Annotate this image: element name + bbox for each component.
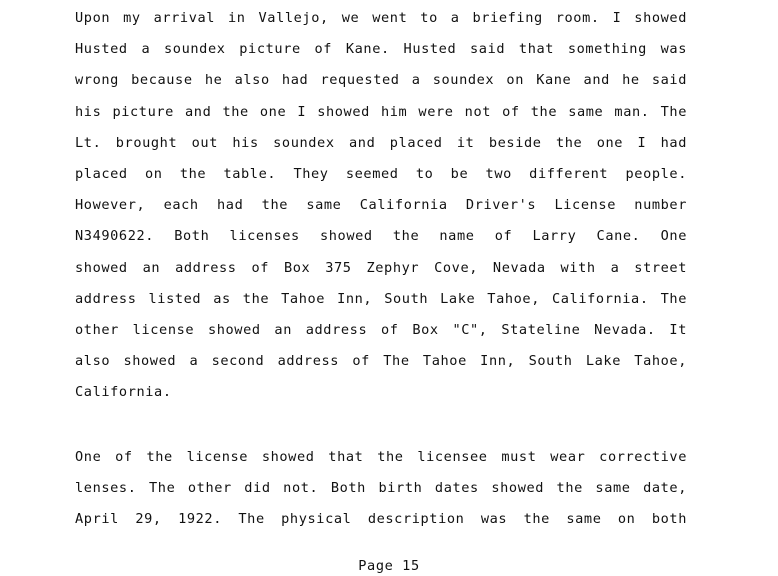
text-line: address listed as the Tahoe Inn, South Lake Tahoe, California. The [75,290,687,307]
text-line: However, each had the same California Driver's License number [75,197,687,214]
text-line: Upon my arrival in Vallejo, we went to a briefing room. I showed [75,10,687,26]
text-line: his picture and the one I showed him were not of the same man. The [75,103,687,120]
text-line: N3490622. Both licenses showed the name of Larry Cane. One [75,228,687,245]
text-line: Lt. brought out his soundex and placed it beside the one I had [75,134,687,151]
text-line: also showed a second address of The Tahoe Inn, South Lake Tahoe, [75,353,687,370]
paragraph-1 [75,3,687,408]
text-line: California. [75,384,172,401]
text-line: placed on the table. They seemed to be two different people. [75,165,687,182]
text-line: showed an address of Box 375 Zephyr Cove, Nevada with a street [75,259,687,276]
paragraph-2 [75,442,687,536]
text-line: One of the license showed that the licensee must wear corrective [75,449,687,465]
text-line: wrong because he also had requested a soundex on Kane and he said [75,72,687,89]
text-line: Husted a soundex picture of Kane. Husted said that something was [75,41,687,58]
text-line: other license showed an address of Box "C", Stateline Nevada. It [75,321,687,338]
text-line: April 29, 1922. The physical description was the same on both [75,511,687,528]
text-line: lenses. The other did not. Both birth dates showed the same date, [75,480,687,497]
page-number: Page 15 [358,558,420,574]
